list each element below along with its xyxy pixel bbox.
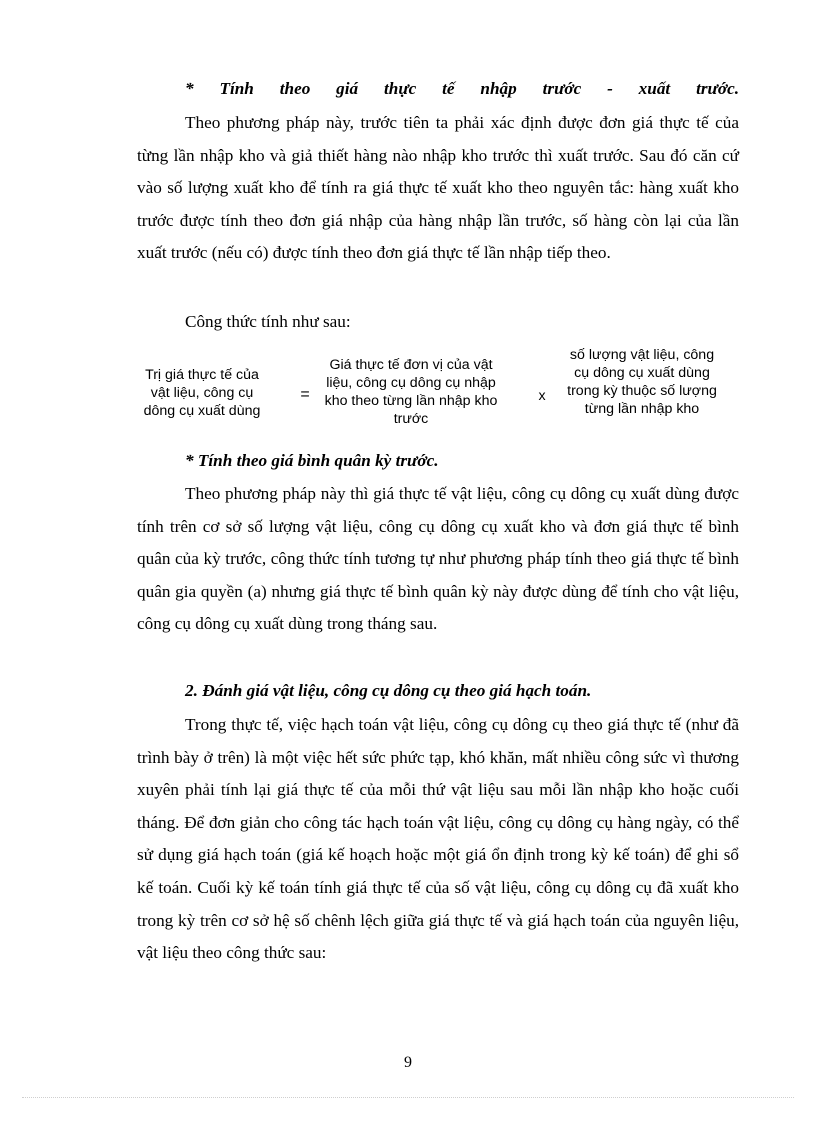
fifo-formula <box>137 344 739 444</box>
formula-equals-sign: = <box>300 386 310 403</box>
page-number: 9 <box>404 1054 412 1071</box>
paragraph-accounting-price: Trong thực tế, việc hạch toán vật liệu, công cụ dông cụ theo giá thực tế (như đã trình bày ở trên) là một việc hết sức phức tạp, khó khăn, mất nhiều công sức vì thương xuyên phải tính lại giá thực tế của mỗi thứ vật liệu sau mỗi lần nhập kho hoặc cuối tháng. Để đơn giản cho công tác hạch toán vật liệu, công cụ dông cụ hàng ngày, có thể sử dụng giá hạch toán (giá kế hoạch hoặc một giá ổn định trong kỳ kế toán) để ghi sổ kế toán. Cuối kỳ kế toán tính giá thực tế của số vật liệu, công cụ dông cụ đã xuất kho trong kỳ trên cơ sở hệ số chênh lệch giữa giá thực tế và giá hạch toán của nguyên liệu, vật liệu theo công thức sau: <box>137 715 739 963</box>
formula-lhs: Trị giá thực tế của vật liệu, công cụ dông cụ xuất dùng <box>143 367 261 419</box>
paragraph-fifo-method: Theo phương pháp này, trước tiên ta phải xác định được đơn giá thực tế của từng lần nhập kho và giả thiết hàng nào nhập kho trước thì xuất trước. Sau đó căn cứ vào số lượng xuất kho để tính ra giá thực tế xuất kho theo nguyên tắc: hàng xuất kho trước được tính theo đơn giá nhập của hàng nhập lần trước, số hàng còn lại của lần xuất trước (nếu có) được tính theo đơn giá thực tế lần nhập tiếp theo. <box>137 113 739 263</box>
formula-intro: Công thức tính như sau: <box>185 312 351 331</box>
heading-fifo-method: * Tính theo giá thực tế nhập trước - xuất trước. <box>185 79 739 98</box>
formula-unit-price-term: Giá thực tế đơn vị của vật liệu, công cụ dông cụ nhập kho theo từng lần nhập kho trước <box>324 357 498 427</box>
heading-previous-period-average: * Tính theo giá bình quân kỳ trước. <box>185 451 439 470</box>
formula-multiply-sign: x <box>538 388 546 404</box>
footer-divider <box>22 1097 794 1098</box>
formula-quantity-term: số lượng vật liệu, công cụ dông cụ xuất dùng trong kỳ thuộc số lượng từng lần nhập kho <box>567 347 717 417</box>
paragraph-previous-period-average: Theo phương pháp này thì giá thực tế vật liệu, công cụ dông cụ xuất dùng được tính trên cơ sở số lượng vật liệu, công cụ dông cụ xuất kho và đơn giá thực tế bình quân của kỳ trước, công thức tính tương tự như phương pháp tính theo giá thực tế bình quân gia quyền (a) nhưng giá thực tế bình quân kỳ này được dùng để tính cho vật liệu, công cụ dông cụ xuất dùng trong tháng sau. <box>137 484 739 634</box>
heading-section-2-accounting-price: 2. Đánh giá vật liệu, công cụ dông cụ theo giá hạch toán. <box>185 681 592 700</box>
